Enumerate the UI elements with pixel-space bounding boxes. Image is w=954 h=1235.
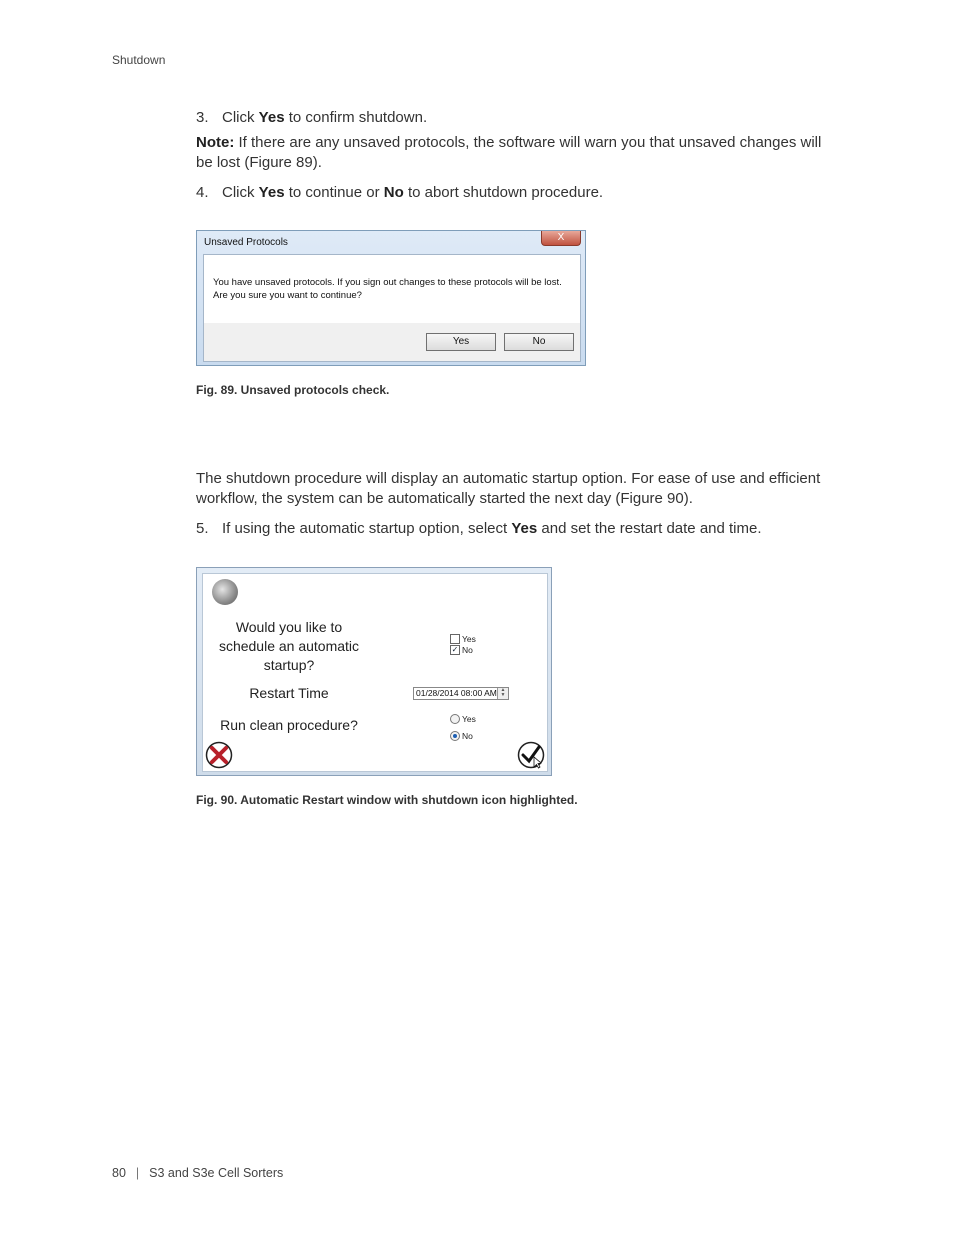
step-text: to confirm shutdown. (284, 109, 428, 126)
step-number: 3. (196, 109, 209, 126)
cancel-x-icon[interactable] (205, 741, 233, 769)
note (196, 133, 836, 173)
clean-no-label: No (462, 731, 473, 741)
paragraph: The shutdown procedure will display an automatic startup option. For ease of use and efficient workflow, the system can be automatically started the next day (Figure 90). (196, 470, 821, 507)
restart-time-picker[interactable] (413, 687, 509, 700)
yes-button[interactable]: Yes (426, 333, 496, 351)
time-spinner[interactable]: ▲ ▼ (497, 688, 508, 699)
dialog-body (203, 254, 581, 362)
dialog-title: Unsaved Protocols (204, 237, 288, 248)
step-text: If using the automatic startup option, select (222, 520, 512, 537)
schedule-no-label: No (462, 645, 473, 655)
question-line: schedule an automatic (218, 638, 360, 654)
clean-no-radio[interactable] (450, 731, 460, 741)
step-bold: Yes (511, 520, 538, 537)
page-number: 80 (112, 1166, 126, 1180)
step-text: Click (222, 184, 259, 201)
note-text: If there are any unsaved protocols, the software will warn you that unsaved changes will be lost (Figure 89). (196, 134, 822, 171)
dialog-message: You have unsaved protocols. If you sign out changes to these protocols will be lost. Are you sure you want to continue? (213, 277, 562, 301)
clean-yes-label: Yes (462, 714, 476, 724)
step-bold: No (383, 184, 404, 201)
figure-90-caption: Fig. 90. Automatic Restart window with shutdown icon highlighted. (196, 793, 578, 807)
restart-time-label: Restart Time (249, 685, 329, 701)
question-line: Would you like to (235, 619, 343, 635)
step-text: Click (222, 109, 259, 126)
schedule-question (211, 618, 367, 675)
schedule-no-checkbox[interactable]: ✓ (451, 645, 459, 654)
confirm-check-icon[interactable] (517, 741, 545, 769)
automatic-restart-window (196, 567, 552, 776)
question-line: startup? (263, 657, 315, 673)
step-number: 5. (196, 520, 209, 537)
step-5 (196, 519, 762, 539)
unsaved-protocols-dialog (196, 230, 586, 366)
step-bold: Yes (258, 184, 285, 201)
step-text: to continue or (284, 184, 384, 201)
restart-panel (202, 573, 548, 772)
step-bold: Yes (258, 109, 285, 126)
note-label: Note: (196, 134, 235, 151)
dialog-button-bar (204, 323, 580, 361)
step-number: 4. (196, 184, 209, 201)
page-footer (112, 1166, 283, 1180)
no-button[interactable]: No (504, 333, 574, 351)
step-3 (196, 108, 427, 128)
moon-icon (212, 579, 238, 605)
restart-time-value: 01/28/2014 08:00 AM (416, 688, 497, 698)
step-text: to abort shutdown procedure. (403, 184, 604, 201)
schedule-yes-label: Yes (462, 634, 476, 644)
close-button[interactable]: X (541, 231, 581, 246)
step-text: and set the restart date and time. (537, 520, 762, 537)
clean-procedure-label: Run clean procedure? (220, 717, 358, 733)
step-4 (196, 183, 603, 203)
clean-yes-radio[interactable] (450, 714, 460, 724)
schedule-yes-checkbox[interactable] (450, 634, 460, 644)
document-title: S3 and S3e Cell Sorters (149, 1166, 284, 1180)
figure-89-caption: Fig. 89. Unsaved protocols check. (196, 383, 390, 397)
footer-separator: | (135, 1166, 140, 1180)
running-header: Shutdown (112, 53, 166, 67)
